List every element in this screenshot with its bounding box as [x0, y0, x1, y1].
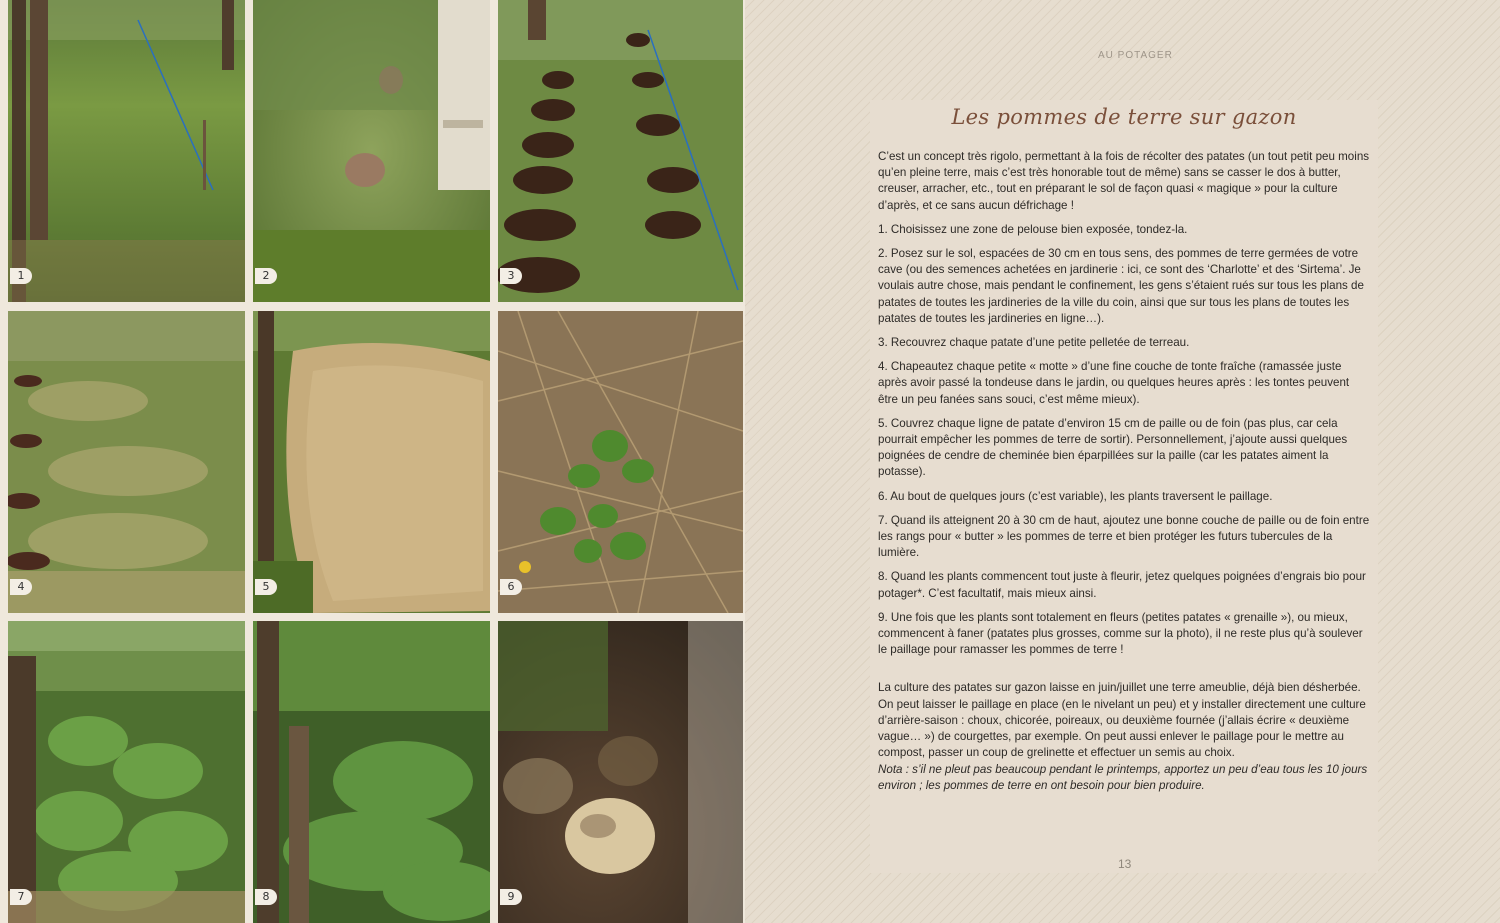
photo-2-number: 2 — [255, 268, 277, 284]
photo-5-image — [253, 311, 490, 613]
step-3: 3. Recouvrez chaque patate d’une petite pelletée de terreau. — [878, 336, 1190, 350]
photo-5 — [253, 311, 490, 613]
photo-8-number: 8 — [255, 889, 277, 905]
photo-6 — [498, 311, 743, 613]
photo-9-image — [498, 621, 743, 923]
article-panel — [870, 100, 1378, 873]
photo-grid — [8, 0, 745, 923]
photo-8-image — [253, 621, 490, 923]
photo-7-image — [8, 621, 245, 923]
article-title: Les pommes de terre sur gazon — [951, 105, 1297, 129]
step-7: 7. Quand ils atteignent 20 à 30 cm de haut, ajoutez une bonne couche de paille ou de foin entre les rangs pour « butter » les pommes de terre et bien protéger les futurs tubercules de la lumière. — [878, 513, 1370, 560]
article-body — [878, 149, 1370, 794]
photo-1 — [8, 0, 245, 302]
photo-5-number: 5 — [255, 579, 277, 595]
photo-page — [0, 0, 745, 923]
photo-6-number: 6 — [500, 579, 522, 595]
step-4: 4. Chapeautez chaque petite « motte » d’une fine couche de tonte fraîche (ramassée juste après avoir passé la tondeuse dans le jardin, ou quelques heures après : les tontes peuvent être un peu fanées sans souci, c’est même mieux). — [878, 360, 1350, 406]
page-number: 13 — [1118, 857, 1132, 871]
step-9: 9. Une fois que les plants sont totalement en fleurs (petites patates « grenaille »), ou mieux, commencent à faner (patates plus grosses, comme sur la photo), il ne reste plus qu’à soulever le paillage pour ramasser les pommes de terre ! — [878, 610, 1363, 657]
photo-7 — [8, 621, 245, 923]
photo-3 — [498, 0, 743, 302]
photo-4-number: 4 — [10, 579, 32, 595]
photo-8 — [253, 621, 490, 923]
step-6: 6. Au bout de quelques jours (c’est variable), les plants traversent le paillage. — [878, 489, 1273, 503]
step-1: 1. Choisissez une zone de pelouse bien exposée, tondez-la. — [878, 222, 1188, 236]
step-5: 5. Couvrez chaque ligne de patate d’environ 15 cm de paille ou de foin (pas plus, car cela pourrait empêcher les pommes de terre de sortir). Personnellement, j’ajoute aussi quelques poignées de cendre de cheminée bien éparpillées sur la paille (car les patates aiment la potasse). — [878, 416, 1348, 479]
article-conclusion: La culture des patates sur gazon laisse en juin/juillet une terre ameublie, déjà bien désherbée. On peut laisser le paillage en place (en le nivelant un peu) et y installer directement une culture d’arrière-saison : choux, chicorée, poireaux, ou deuxième fournée (j’allais écrire « deuxième vague… ») de courgettes, par exemple. On peut aussi enlever le paillage pour le mettre au compost, passer un coup de grelinette et effectuer un semis au choix. — [878, 681, 1366, 760]
photo-2 — [253, 0, 490, 302]
photo-9 — [498, 621, 743, 923]
step-2: 2. Posez sur le sol, espacées de 30 cm en tous sens, des pommes de terre germées de votre cave (ou des semences achetées en jardinerie : ici, ce sont des ‘Charlotte’ et des ‘Sirtema’. Je voulais autre chose, mais pendant le confinement, les gens s’étaient rués sur tous les plans de patates de toutes les jardineries de la ville du coin, ainsi que sur tous les plans de toutes les patates de toutes les jardineries en ligne…). — [878, 247, 1364, 325]
photo-4 — [8, 311, 245, 613]
step-8: 8. Quand les plants commencent tout juste à fleurir, jetez quelques poignées d’engrais bio pour potager*. C’est facultatif, mais mieux ainsi. — [878, 570, 1366, 600]
article-intro: C’est un concept très rigolo, permettant à la fois de récolter des patates (un tout petit peu moins qu’en pleine terre, mais c’est très honorable tout de même) sans se casser le dos à butter, creuser, arracher, etc., tout en préparant le sol de façon quasi « magique » pour la culture d’après, et ce sans aucun défrichage ! — [878, 150, 1370, 212]
article-note: Nota : s’il ne pleut pas beaucoup pendant le printemps, apportez un peu d’eau tous les 10 jours environ ; les pommes de terre en ont besoin pour bien produire. — [878, 762, 1368, 792]
section-header: AU POTAGER — [1098, 50, 1173, 61]
photo-3-image — [498, 0, 743, 302]
photo-9-number: 9 — [500, 889, 522, 905]
photo-6-image — [498, 311, 743, 613]
photo-4-image — [8, 311, 245, 613]
photo-3-number: 3 — [500, 268, 522, 284]
photo-7-number: 7 — [10, 889, 32, 905]
photo-2-image — [253, 0, 490, 302]
photo-1-number: 1 — [10, 268, 32, 284]
photo-1-image — [8, 0, 245, 302]
